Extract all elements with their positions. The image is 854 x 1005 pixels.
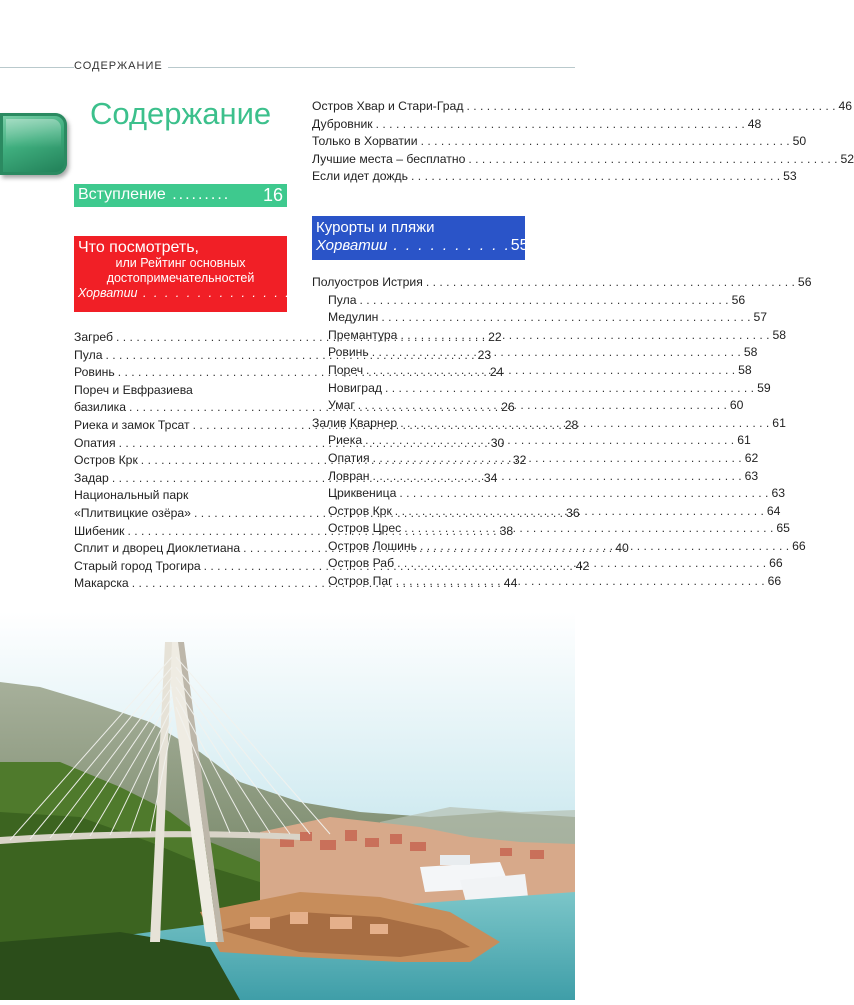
dot-leader bbox=[358, 397, 727, 415]
dot-leader bbox=[399, 485, 768, 503]
toc-entry-label: Загреб bbox=[74, 330, 113, 344]
dot-leader bbox=[395, 503, 764, 521]
dot-leader bbox=[376, 116, 745, 134]
toc-entry[interactable] bbox=[312, 98, 853, 116]
dot-leader bbox=[385, 380, 754, 398]
sights-title-line3: достопримечательностей bbox=[106, 271, 255, 285]
sights-title-line1: Что посмотреть, bbox=[78, 239, 199, 256]
intro-line bbox=[78, 186, 283, 204]
toc-entry-page: 42 bbox=[575, 558, 590, 573]
toc-entry[interactable] bbox=[312, 432, 751, 450]
toc-entry-label: Пореч и Евфразиева bbox=[74, 382, 193, 397]
toc-entry-label: Пула bbox=[328, 292, 357, 307]
sights-page: 21 bbox=[301, 285, 320, 302]
dot-leader bbox=[468, 151, 837, 169]
toc-entry-label: Медулин bbox=[328, 310, 379, 325]
toc-entry-page: 22 bbox=[488, 330, 502, 344]
toc-entry-label: Ловран bbox=[328, 468, 370, 483]
toc-entry-page: 28 bbox=[564, 417, 579, 432]
toc-entry-page: 58 bbox=[772, 327, 787, 342]
dot-leader bbox=[400, 415, 769, 433]
dot-leader bbox=[411, 168, 780, 186]
toc-entry-label: Шибеник bbox=[74, 523, 125, 538]
toc-entry-page: 56 bbox=[797, 274, 812, 289]
toc-entry-page: 66 bbox=[792, 538, 806, 553]
toc-entry-label: Риека и замок Трсат bbox=[74, 417, 190, 432]
toc-entry-label: Опатия bbox=[74, 435, 116, 450]
dot-leader bbox=[373, 450, 742, 468]
toc-entry[interactable] bbox=[312, 520, 790, 538]
toc-entry-page: 57 bbox=[753, 310, 768, 325]
bridge-harbour-illustration bbox=[0, 612, 575, 1000]
toc-entry-label: Только в Хорватии bbox=[312, 134, 418, 149]
toc-entry-page: 32 bbox=[512, 453, 527, 468]
toc-entry-label: Если идет дождь bbox=[312, 169, 409, 184]
resorts-page: 55 bbox=[510, 236, 529, 254]
intro-banner[interactable] bbox=[74, 184, 287, 207]
toc-entry[interactable] bbox=[74, 487, 287, 505]
toc-entry-page: 61 bbox=[772, 415, 786, 430]
toc-entry[interactable] bbox=[312, 362, 752, 380]
dot-leader bbox=[381, 309, 750, 327]
dot-leader bbox=[404, 520, 773, 538]
resorts-title-line2 bbox=[316, 236, 529, 255]
toc-entry-page: 62 bbox=[744, 450, 759, 465]
toc-entry-page: 56 bbox=[731, 292, 746, 307]
top-entry-list bbox=[312, 98, 854, 186]
toc-entry-label: Лучшие места – бесплатно bbox=[312, 151, 466, 166]
toc-entry-label: Умаг bbox=[328, 398, 355, 413]
toc-entry[interactable] bbox=[312, 309, 768, 327]
toc-entry[interactable] bbox=[312, 485, 786, 503]
intro-leader: ......... bbox=[165, 186, 231, 203]
resorts-section-banner[interactable] bbox=[312, 216, 529, 260]
toc-entry[interactable] bbox=[312, 151, 854, 169]
toc-entry-page: 58 bbox=[738, 362, 752, 377]
toc-entry-page: 46 bbox=[838, 99, 853, 113]
sights-title-line2: или Рейтинг основных bbox=[115, 256, 246, 270]
resorts-leader: . . . . . . . . . . bbox=[387, 236, 511, 254]
toc-entry-page: 34 bbox=[483, 470, 498, 485]
toc-entry-page: 52 bbox=[840, 151, 854, 166]
toc-entry[interactable] bbox=[312, 380, 771, 398]
sights-title-line4 bbox=[78, 285, 320, 302]
toc-entry-page: 63 bbox=[771, 486, 786, 501]
chapter-tab-button[interactable] bbox=[0, 113, 67, 175]
toc-entry-label: Полуостров Истрия bbox=[312, 274, 423, 289]
toc-entry-page: 36 bbox=[566, 505, 580, 520]
toc-entry-label: Старый город Трогира bbox=[74, 558, 201, 573]
toc-entry-page: 66 bbox=[769, 556, 783, 571]
toc-entry-page: 65 bbox=[776, 521, 790, 536]
dot-leader bbox=[426, 274, 795, 292]
toc-entry-page: 40 bbox=[615, 541, 629, 556]
toc-entry[interactable] bbox=[312, 292, 746, 310]
toc-entry-page: 30 bbox=[490, 435, 505, 450]
dubrovnik-bridge-photo bbox=[0, 612, 575, 1000]
dot-leader bbox=[373, 468, 742, 486]
sights-section-banner[interactable] bbox=[74, 236, 320, 312]
toc-entry-label: Премантура bbox=[328, 327, 398, 342]
running-head: СОДЕРЖАНИЕ bbox=[74, 60, 168, 72]
page-title: Содержание bbox=[90, 96, 272, 131]
toc-entry-label: Остров Паг bbox=[328, 574, 393, 589]
resorts-title-country: Хорватии bbox=[316, 236, 388, 254]
dot-leader bbox=[397, 555, 766, 573]
toc-entry[interactable] bbox=[312, 168, 797, 186]
toc-entry-label: Ровинь bbox=[74, 365, 115, 380]
toc-entry[interactable] bbox=[312, 397, 744, 415]
toc-entry[interactable] bbox=[312, 468, 759, 486]
toc-entry-page: 58 bbox=[743, 345, 758, 360]
toc-entry-label: Остров Крк bbox=[74, 453, 138, 468]
toc-entry-label: Сплит и дворец Диоклетиана bbox=[74, 541, 241, 556]
toc-entry[interactable] bbox=[312, 573, 782, 591]
toc-entry-label: «Плитвицкие озёра» bbox=[74, 505, 191, 520]
toc-entry-page: 44 bbox=[503, 576, 518, 591]
toc-entry-page: 23 bbox=[477, 347, 492, 362]
toc-entry-page: 48 bbox=[747, 116, 762, 131]
toc-entry-label: базилика bbox=[74, 400, 127, 415]
toc-entry-label: Остров Крк bbox=[328, 503, 392, 518]
toc-entry-label: Залив Кварнер bbox=[312, 415, 398, 430]
toc-entry[interactable] bbox=[312, 327, 787, 345]
dot-leader bbox=[466, 98, 835, 116]
toc-entry-label: Цриквеница bbox=[328, 486, 397, 501]
toc-entry-label: Пула bbox=[74, 347, 103, 362]
toc-entry-label: Риека bbox=[328, 433, 363, 448]
toc-entry-page: 50 bbox=[792, 134, 807, 149]
toc-entry-page: 53 bbox=[783, 169, 797, 184]
dot-leader bbox=[372, 344, 741, 362]
toc-entry-page: 61 bbox=[737, 433, 751, 448]
toc-entry-label: Пореч bbox=[328, 362, 364, 377]
intro-page: 16 bbox=[262, 185, 283, 205]
dot-leader bbox=[366, 362, 735, 380]
dot-leader bbox=[359, 292, 728, 310]
dot-leader bbox=[420, 538, 789, 556]
toc-entry-page: 59 bbox=[757, 380, 771, 395]
toc-entry-label: Остров Раб bbox=[328, 556, 395, 571]
toc-entry-page: 24 bbox=[489, 365, 504, 380]
toc-entry-page: 64 bbox=[766, 503, 781, 518]
toc-entry[interactable] bbox=[312, 274, 812, 292]
toc-entry[interactable] bbox=[312, 116, 762, 134]
toc-entry-label: Ровинь bbox=[328, 345, 369, 360]
toc-entry[interactable] bbox=[312, 344, 758, 362]
dot-leader bbox=[421, 133, 790, 151]
toc-entry-label: Опатия bbox=[328, 450, 370, 465]
toc-entry-page: 60 bbox=[729, 398, 744, 413]
toc-entry-label: Остров Хвар и Стари-Град bbox=[312, 99, 464, 113]
toc-entry-page: 38 bbox=[499, 523, 514, 538]
toc-entry-page: 26 bbox=[501, 400, 515, 415]
dot-leader bbox=[396, 573, 765, 591]
toc-entry[interactable] bbox=[312, 133, 807, 151]
toc-entry-label: Национальный парк bbox=[74, 488, 189, 503]
toc-entry-label: Макарска bbox=[74, 576, 129, 591]
toc-entry-page: 66 bbox=[767, 574, 782, 589]
toc-entry-label: Задар bbox=[74, 470, 109, 485]
resorts-title-line1: Курорты и пляжи bbox=[316, 218, 435, 236]
dot-leader bbox=[400, 327, 769, 345]
intro-label: Вступление bbox=[78, 186, 166, 203]
toc-entry[interactable] bbox=[74, 382, 287, 400]
toc-entry-page: 63 bbox=[744, 468, 759, 483]
sights-title-country: Хорватии bbox=[78, 286, 138, 300]
toc-entry-label: Остров Лошинь bbox=[328, 538, 418, 553]
sights-leader: . . . . . . . . . . . . . . . bbox=[137, 286, 302, 300]
toc-entry-label: Остров Црес bbox=[328, 521, 402, 536]
toc-entry-label: Дубровник bbox=[312, 116, 373, 131]
dot-leader bbox=[365, 432, 734, 450]
toc-entry[interactable] bbox=[312, 450, 759, 468]
toc-entry-label: Новиград bbox=[328, 380, 382, 395]
